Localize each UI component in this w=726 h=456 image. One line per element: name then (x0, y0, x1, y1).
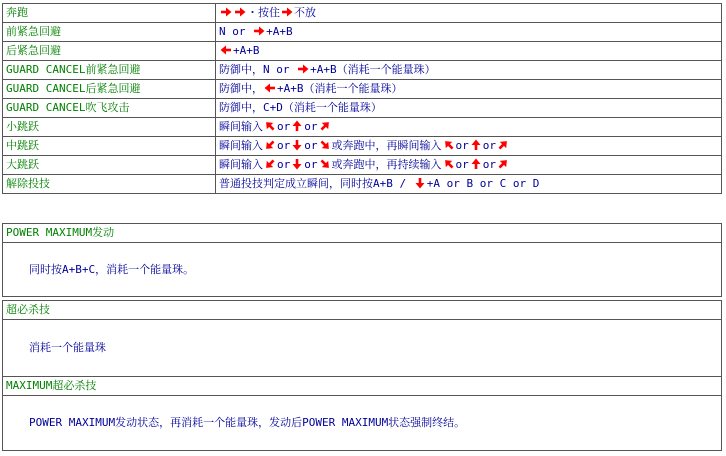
command-text: or (482, 158, 496, 171)
block-title: MAXIMUM超必杀技 (3, 377, 722, 396)
move-command (216, 99, 722, 118)
move-name: 解除投技 (3, 175, 216, 194)
arrow-down-icon (291, 139, 303, 151)
move-command (216, 61, 722, 80)
arrow-right-icon (281, 6, 293, 18)
move-row (3, 61, 722, 80)
command-text: 或奔跑中，再持续输入 (331, 158, 442, 171)
power-maximum-block (2, 223, 722, 297)
arrow-right-icon (234, 6, 246, 18)
command-text: 防御中，N or (219, 63, 297, 76)
move-row (3, 137, 722, 156)
move-name: 后紧急回避 (3, 42, 216, 61)
arrow-upleft-icon (443, 139, 455, 151)
arrow-down-icon (291, 158, 303, 170)
move-row (3, 42, 722, 61)
block-body: 同时按A+B+C，消耗一个能量珠。 (3, 243, 722, 297)
command-text: or (277, 158, 291, 171)
command-text: 瞬间输入 (219, 158, 263, 171)
command-text: 瞬间输入 (219, 120, 263, 133)
arrow-upright-icon (497, 158, 509, 170)
command-text: or (455, 139, 469, 152)
arrow-up-icon (291, 120, 303, 132)
arrow-right-icon (297, 63, 309, 75)
block-body: 消耗一个能量珠 (3, 320, 722, 377)
move-command (216, 137, 722, 156)
command-text: or (304, 120, 318, 133)
move-name: 小跳跃 (3, 118, 216, 137)
move-row (3, 175, 722, 194)
move-command (216, 118, 722, 137)
command-text: 防御中， (219, 82, 263, 95)
command-text: or (455, 158, 469, 171)
move-name: GUARD CANCEL前紧急回避 (3, 61, 216, 80)
move-name: 奔跑 (3, 4, 216, 23)
move-command (216, 42, 722, 61)
block-title: POWER MAXIMUM发动 (3, 224, 722, 243)
move-row (3, 4, 722, 23)
command-text: N or (219, 25, 253, 38)
move-row (3, 118, 722, 137)
arrow-downleft-icon (264, 158, 276, 170)
arrow-downright-icon (319, 139, 331, 151)
arrow-upright-icon (497, 139, 509, 151)
command-text: or (277, 120, 291, 133)
move-command (216, 80, 722, 99)
command-text: or (277, 139, 291, 152)
move-name: 前紧急回避 (3, 23, 216, 42)
command-text: 普通投技判定成立瞬间，同时按A+B / (219, 177, 413, 190)
move-row (3, 80, 722, 99)
block-body: POWER MAXIMUM发动状态，再消耗一个能量珠，发动后POWER MAXIMUM状态强制终结。 (3, 396, 722, 451)
move-row (3, 99, 722, 118)
move-name: 大跳跃 (3, 156, 216, 175)
arrow-downleft-icon (264, 139, 276, 151)
arrow-upleft-icon (443, 158, 455, 170)
command-text: 不放 (294, 6, 316, 19)
command-text: +A or B or C or D (426, 177, 540, 190)
command-text: 瞬间输入 (219, 139, 263, 152)
command-text: +A+B (233, 44, 260, 57)
move-name: 中跳跃 (3, 137, 216, 156)
command-text: +A+B（消耗一个能量珠） (310, 63, 436, 76)
move-name: GUARD CANCEL吹飞攻击 (3, 99, 216, 118)
arrow-right-icon (253, 25, 265, 37)
move-row (3, 23, 722, 42)
command-text: 或奔跑中，再瞬间输入 (331, 139, 442, 152)
command-text: ・按住 (247, 6, 280, 19)
move-name: GUARD CANCEL后紧急回避 (3, 80, 216, 99)
move-list-table (2, 3, 722, 194)
arrow-upright-icon (319, 120, 331, 132)
block-title: 超必杀技 (3, 301, 722, 320)
move-command (216, 175, 722, 194)
maximum-super-block (2, 376, 722, 451)
arrow-down-icon (414, 177, 426, 189)
super-special-block (2, 300, 722, 377)
arrow-left-icon (264, 82, 276, 94)
move-command (216, 23, 722, 42)
move-command (216, 156, 722, 175)
arrow-up-icon (470, 158, 482, 170)
move-row (3, 156, 722, 175)
command-text: or (304, 158, 318, 171)
command-text: +A+B (266, 25, 293, 38)
arrow-right-icon (220, 6, 232, 18)
arrow-up-icon (470, 139, 482, 151)
arrow-left-icon (220, 44, 232, 56)
arrow-upleft-icon (264, 120, 276, 132)
arrow-downright-icon (319, 158, 331, 170)
command-text: 防御中，C+D（消耗一个能量珠） (219, 101, 382, 114)
move-command (216, 4, 722, 23)
command-text: or (482, 139, 496, 152)
command-text: or (304, 139, 318, 152)
command-text: +A+B（消耗一个能量珠） (277, 82, 403, 95)
